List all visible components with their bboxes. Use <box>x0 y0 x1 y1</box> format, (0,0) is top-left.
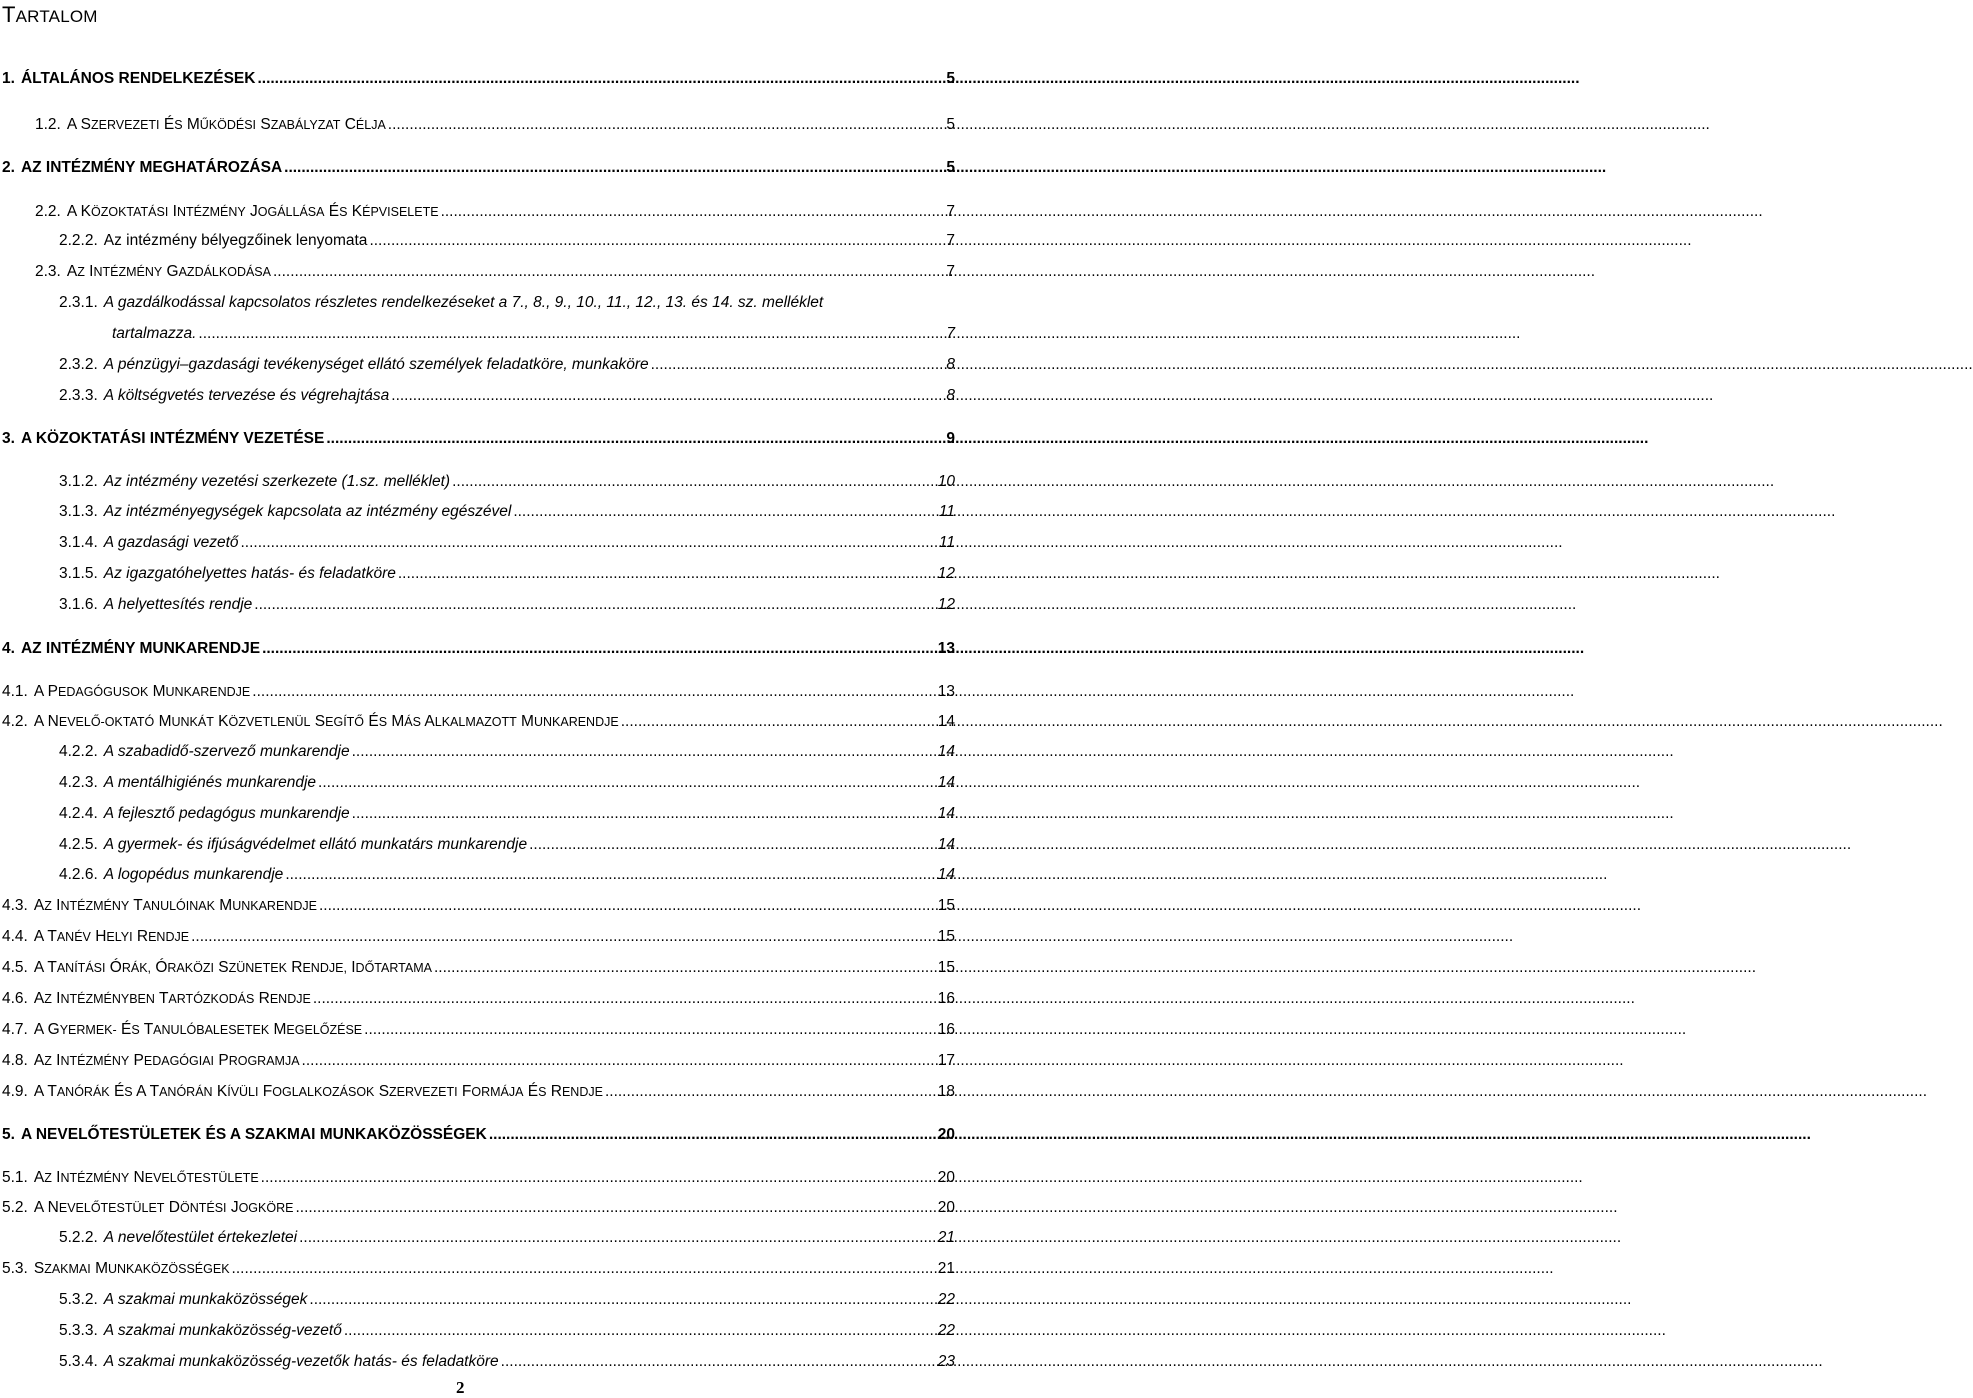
toc-entry-number: 4.2.2. <box>59 743 98 760</box>
toc-entry-number: 4.2.6. <box>59 866 98 883</box>
toc-entry-title: A GYERMEK- ÉS TANULÓBALESETEK MEGELŐZÉSE <box>33 1021 363 1038</box>
toc-entry-page: 16 <box>937 990 955 1007</box>
toc-entry-title: A TANÓRÁK ÉS A TANÓRÁN KÍVÜLI FOGLALKOZÁSOK SZERVEZETI FORMÁJA ÉS RENDJE <box>33 1083 603 1100</box>
toc-leader-dots <box>352 805 936 823</box>
toc-leader-dots <box>252 683 935 701</box>
toc-entry-number: 3.1.6. <box>59 596 98 613</box>
toc-entry-page: 17 <box>937 1052 955 1069</box>
toc-entry-title: A NEVELŐ-OKTATÓ MUNKÁT KÖZVETLENÜL SEGÍTŐ ÉS MÁS ALKALMAZOTT MUNKARENDJE <box>33 713 619 730</box>
toc-entry-title: Az intézmény bélyegzőinek lenyomata <box>103 232 368 249</box>
toc-entry-number: 4.2.3. <box>59 774 98 791</box>
toc-entry[interactable] <box>59 866 955 884</box>
toc-leader-dots <box>489 1126 936 1144</box>
toc-leader-dots <box>198 325 944 343</box>
toc-entry-number: 4.2.5. <box>59 836 98 853</box>
toc-entry-page: 10 <box>937 473 955 490</box>
toc-entry-title: Az intézményegységek kapcsolata az intézmény egészével <box>103 503 512 520</box>
toc-entry-number: 3.1.5. <box>59 565 98 582</box>
toc-entry-title: AZ INTÉZMÉNYBEN TARTÓZKODÁS RENDJE <box>33 990 311 1007</box>
toc-entry[interactable] <box>59 534 955 552</box>
toc-entry[interactable] <box>2 1169 955 1187</box>
toc-entry[interactable] <box>59 232 955 250</box>
toc-entry-number: 4.5. <box>2 959 28 976</box>
toc-leader-dots <box>621 713 936 731</box>
toc-entry-page: 5 <box>946 70 955 87</box>
toc-leader-dots <box>605 1083 936 1101</box>
toc-leader-dots <box>261 1169 936 1187</box>
toc-entry-number: 1. <box>2 70 15 87</box>
toc-entry[interactable] <box>59 1353 955 1371</box>
toc-entry-number: 2. <box>2 159 15 176</box>
toc-leader-dots <box>388 116 945 134</box>
toc-leader-dots <box>319 897 936 915</box>
toc-entry[interactable] <box>2 1021 955 1039</box>
toc-entry[interactable] <box>59 503 955 521</box>
toc-entry-title: A gyermek- és ifjúságvédelmet ellátó munkatárs munkarendje <box>103 836 528 853</box>
toc-entry-number: 2.2.2. <box>59 232 98 249</box>
toc-entry-title: A szakmai munkaközösségek <box>103 1291 308 1308</box>
toc-entry-title: A nevelőtestület értekezletei <box>103 1229 298 1246</box>
toc-entry-title: A KÖZOKTATÁSI INTÉZMÉNY VEZETÉSE <box>20 430 325 447</box>
toc-entry-title: A mentálhigiénés munkarendje <box>103 774 317 791</box>
toc-entry[interactable] <box>2 70 955 88</box>
toc-leader-dots <box>501 1353 936 1371</box>
toc-entry-page: 12 <box>937 596 955 613</box>
toc-entry-page: 14 <box>937 836 955 853</box>
toc-entry[interactable] <box>2 897 955 915</box>
toc-entry[interactable] <box>59 1229 955 1247</box>
toc-entry-page: 18 <box>937 1083 955 1100</box>
toc-entry[interactable] <box>59 356 955 374</box>
toc-entry-page: 15 <box>937 959 955 976</box>
toc-entry-page: 14 <box>937 774 955 791</box>
toc-entry-title: A helyettesítés rendje <box>103 596 253 613</box>
title-text: TARTALOM <box>2 2 98 27</box>
toc-entry-number: 2.3. <box>35 263 61 280</box>
toc-entry-page: 13 <box>937 683 955 700</box>
toc-entry-title: A szakmai munkaközösség-vezető <box>103 1322 342 1339</box>
toc-entry-page: 15 <box>937 928 955 945</box>
toc-entry[interactable] <box>2 928 955 946</box>
toc-entry-page: 14 <box>937 805 955 822</box>
toc-entry-title: A költségvetés tervezése és végrehajtása <box>103 387 390 404</box>
toc-leader-dots <box>284 159 944 177</box>
toc-entry-page: 20 <box>937 1126 955 1143</box>
toc-entry-title: ÁLTALÁNOS RENDELKEZÉSEK <box>20 70 256 87</box>
toc-entry-title: AZ INTÉZMÉNY MUNKARENDJE <box>20 640 261 657</box>
toc-leader-dots <box>513 503 937 521</box>
toc-entry-number: 2.3.2. <box>59 356 98 373</box>
toc-entry[interactable] <box>2 1083 955 1101</box>
toc-leader-dots <box>452 473 936 491</box>
toc-entry-page: 5 <box>946 159 955 176</box>
toc-entry-page: 14 <box>937 866 955 883</box>
toc-entry-title: AZ INTÉZMÉNY TANULÓINAK MUNKARENDJE <box>33 897 317 914</box>
toc-entry-number: 5.3. <box>2 1260 28 1277</box>
toc-entry-title: A PEDAGÓGUSOK MUNKARENDJE <box>33 683 251 700</box>
toc-entry[interactable] <box>2 1199 955 1217</box>
toc-entry-page: 23 <box>937 1353 955 1370</box>
toc-entry-page: 20 <box>937 1199 955 1216</box>
toc-entry-number: 5.3.3. <box>59 1322 98 1339</box>
toc-leader-dots <box>309 1291 935 1309</box>
toc-entry-page: 22 <box>937 1322 955 1339</box>
toc-entry-page: 16 <box>937 1021 955 1038</box>
toc-entry[interactable] <box>59 387 955 405</box>
toc-entry-number: 4.2. <box>2 713 28 730</box>
toc-entry[interactable] <box>59 836 955 854</box>
toc-entry[interactable] <box>2 159 955 177</box>
toc-entry[interactable] <box>2 713 955 731</box>
toc-entry-title: SZAKMAI MUNKAKÖZÖSSÉGEK <box>33 1260 230 1277</box>
toc-entry[interactable] <box>2 683 955 701</box>
toc-entry-number: 3.1.2. <box>59 473 98 490</box>
toc-entry[interactable] <box>35 203 955 221</box>
toc-entry-number: 4.2.4. <box>59 805 98 822</box>
toc-leader-dots <box>254 596 935 614</box>
toc-entry-page: 11 <box>938 503 955 520</box>
toc-entry[interactable] <box>35 116 955 134</box>
toc-leader-dots <box>302 1052 936 1070</box>
toc-entry-title: tartalmazza. <box>112 325 197 342</box>
toc-entry-page: 14 <box>937 713 955 730</box>
toc-entry-title: Az intézmény vezetési szerkezete (1.sz. melléklet) <box>103 473 451 490</box>
toc-entry-page: 20 <box>937 1169 955 1186</box>
toc-entry-title: A SZERVEZETI ÉS MŰKÖDÉSI SZABÁLYZAT CÉLJA <box>66 116 386 133</box>
toc-entry-number: 4.7. <box>2 1021 28 1038</box>
toc-entry[interactable] <box>59 596 955 614</box>
toc-leader-dots <box>241 534 937 552</box>
toc-entry-title: A szabadidő-szervező munkarendje <box>103 743 350 760</box>
toc-entry-title: A gazdálkodással kapcsolatos részletes rendelkezéseket a 7., 8., 9., 10., 11., 12., 13. és 14. sz. melléklet <box>103 294 824 311</box>
toc-entry[interactable] <box>59 565 955 583</box>
toc-entry[interactable] <box>59 774 955 792</box>
toc-entry[interactable] <box>35 263 955 281</box>
toc-entry-page: 8 <box>946 387 955 404</box>
toc-entry-number: 4. <box>2 640 15 657</box>
toc-entry-title: A gazdasági vezető <box>103 534 239 551</box>
toc-entry-number: 3.1.3. <box>59 503 98 520</box>
toc-leader-dots <box>326 430 944 448</box>
toc-entry-number: 4.6. <box>2 990 28 1007</box>
toc-entry-number: 5. <box>2 1126 15 1143</box>
toc-entry[interactable] <box>2 1260 955 1278</box>
toc-entry-page: 13 <box>937 640 955 657</box>
toc-entry-page: 8 <box>946 356 955 373</box>
toc-entry-title: AZ INTÉZMÉNY NEVELŐTESTÜLETE <box>33 1169 259 1186</box>
toc-entry-number: 2.3.1. <box>59 294 98 311</box>
toc-entry[interactable] <box>59 1322 955 1340</box>
toc-leader-dots <box>651 356 945 374</box>
toc-entry[interactable] <box>2 640 955 658</box>
toc-entry-title: A KÖZOKTATÁSI INTÉZMÉNY JOGÁLLÁSA ÉS KÉPVISELETE <box>66 203 439 220</box>
toc-entry-number: 4.3. <box>2 897 28 914</box>
toc-entry-page: 15 <box>937 897 955 914</box>
toc-leader-dots <box>257 70 944 88</box>
toc-entry-title: AZ INTÉZMÉNY GAZDÁLKODÁSA <box>66 263 271 280</box>
toc-entry-title: A NEVELŐTESTÜLET DÖNTÉSI JOGKÖRE <box>33 1199 294 1216</box>
toc-entry-title: A TANÉV HELYI RENDJE <box>33 928 190 945</box>
toc-entry-number: 5.2. <box>2 1199 28 1216</box>
toc-leader-dots <box>391 387 944 405</box>
toc-leader-dots <box>344 1322 936 1340</box>
toc-entry-number: 5.1. <box>2 1169 28 1186</box>
toc-entry-page: 9 <box>946 430 955 447</box>
toc-entry-number: 3.1.4. <box>59 534 98 551</box>
toc-entry-title: A fejlesztő pedagógus munkarendje <box>103 805 350 822</box>
toc-entry-number: 4.8. <box>2 1052 28 1069</box>
toc-entry[interactable] <box>59 743 955 761</box>
toc-entry-number: 5.3.4. <box>59 1353 98 1370</box>
toc-leader-dots <box>191 928 936 946</box>
toc-leader-dots <box>285 866 935 884</box>
toc-leader-dots <box>232 1260 936 1278</box>
toc-leader-dots <box>262 640 936 658</box>
toc-entry-page: 14 <box>937 743 955 760</box>
toc-entry-number: 5.3.2. <box>59 1291 98 1308</box>
toc-entry[interactable] <box>112 325 955 343</box>
toc-entry-title: A pénzügyi–gazdasági tevékenységet ellátó személyek feladatköre, munkaköre <box>103 356 649 373</box>
toc-leader-dots <box>441 203 945 221</box>
toc-entry-title: A TANÍTÁSI ÓRÁK, ÓRAKÖZI SZÜNETEK RENDJE, IDŐTARTAMA <box>33 959 432 976</box>
toc-entry-page: 7 <box>946 232 955 249</box>
toc-entry-number: 4.9. <box>2 1083 28 1100</box>
toc-entry-page: 7 <box>946 325 955 342</box>
page-number: 2 <box>456 1378 465 1397</box>
toc-entry-number: 3. <box>2 430 15 447</box>
toc-leader-dots <box>434 959 936 977</box>
toc-entry-title: A logopédus munkarendje <box>103 866 284 883</box>
toc-entry-number: 2.2. <box>35 203 61 220</box>
toc-entry[interactable] <box>2 1126 955 1144</box>
toc-leader-dots <box>313 990 936 1008</box>
toc-entry-title: A NEVELŐTESTÜLETEK ÉS A SZAKMAI MUNKAKÖZÖSSÉGEK <box>20 1126 487 1143</box>
toc-leader-dots <box>352 743 936 761</box>
toc-entry-title: AZ INTÉZMÉNY MEGHATÁROZÁSA <box>20 159 283 176</box>
toc-entry-page: 5 <box>946 116 955 133</box>
toc-entry-title: A szakmai munkaközösség-vezetők hatás- és feladatköre <box>103 1353 499 1370</box>
toc-entry-page: 22 <box>937 1291 955 1308</box>
toc-entry-page: 11 <box>938 534 955 551</box>
toc-entry[interactable] <box>2 959 955 977</box>
toc-entry[interactable] <box>59 1291 955 1309</box>
toc-leader-dots <box>364 1021 936 1039</box>
toc-entry[interactable] <box>59 473 955 491</box>
toc-entry-page: 7 <box>946 203 955 220</box>
toc-leader-dots <box>273 263 944 281</box>
toc-entry-page: 21 <box>937 1229 955 1246</box>
toc-entry-page: 21 <box>937 1260 955 1277</box>
toc-entry-page: 12 <box>937 565 955 582</box>
toc-entry[interactable] <box>2 990 955 1008</box>
toc-entry-page: 7 <box>946 263 955 280</box>
toc-entry-title: Az igazgatóhelyettes hatás- és feladatköre <box>103 565 396 582</box>
toc-leader-dots <box>299 1229 936 1247</box>
toc-entry[interactable] <box>59 294 955 312</box>
toc-leader-dots <box>295 1199 935 1217</box>
toc-leader-dots <box>398 565 936 583</box>
toc-entry[interactable] <box>59 805 955 823</box>
toc-leader-dots <box>369 232 944 250</box>
toc-entry[interactable] <box>2 1052 955 1070</box>
toc-entry-number: 5.2.2. <box>59 1229 98 1246</box>
toc-leader-dots <box>529 836 936 854</box>
toc-entry[interactable] <box>2 430 955 448</box>
toc-leader-dots <box>318 774 936 792</box>
toc-entry-number: 2.3.3. <box>59 387 98 404</box>
page-title <box>2 2 98 30</box>
toc-entry-number: 1.2. <box>35 116 61 133</box>
toc-entry-title: AZ INTÉZMÉNY PEDAGÓGIAI PROGRAMJA <box>33 1052 300 1069</box>
toc-entry-number: 4.4. <box>2 928 28 945</box>
toc-entry-number: 4.1. <box>2 683 28 700</box>
